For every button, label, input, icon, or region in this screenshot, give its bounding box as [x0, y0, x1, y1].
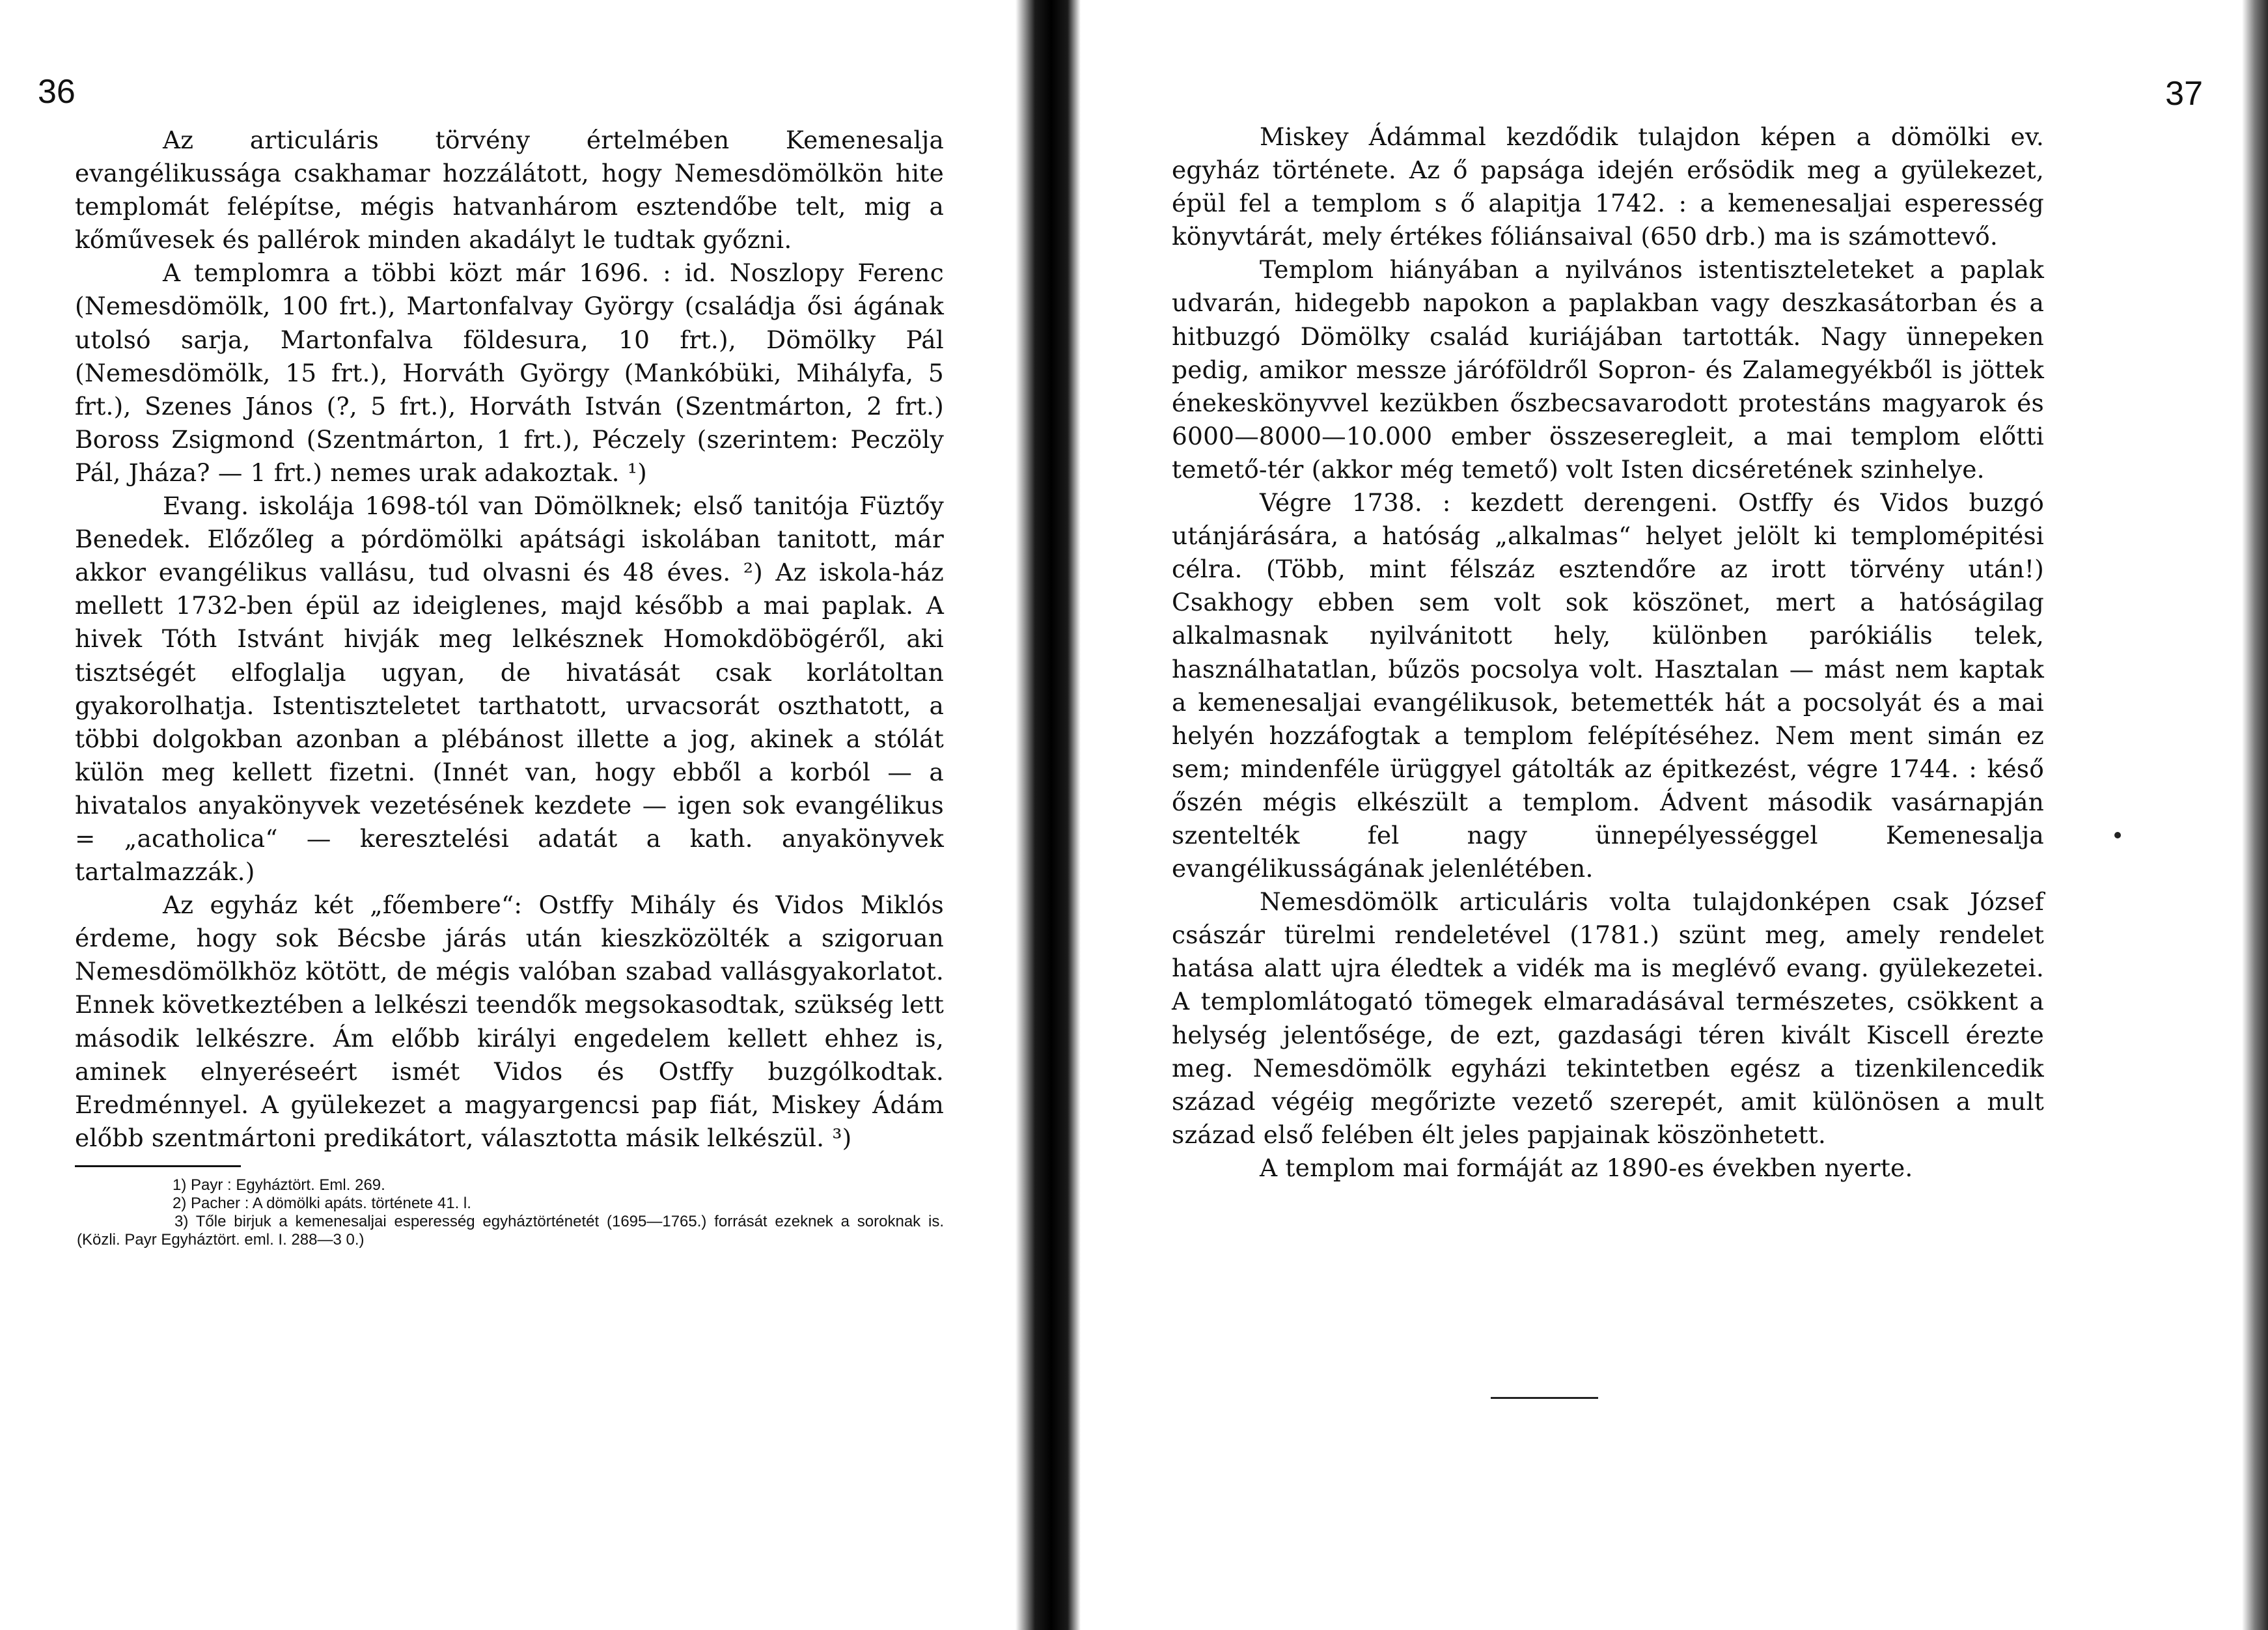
paragraph: Miskey Ádámmal kezdődik tulajdon képen a dömölki ev. egyház története. Az ő papsága idején erősödik meg a gyülekezet, épül fel a templom s ő alapitja 1742. : a kemenesaljai esperesség könyvtárát, mely értékes fóliánsaival (650 drb.) ma is számottevő. — [1172, 122, 2044, 251]
paragraph: A templom mai formáját az 1890-es években nyerte. — [1260, 1153, 1913, 1182]
footnote-divider — [75, 1165, 241, 1167]
paragraph: Az articuláris törvény értelmében Kemenesalja evangélikussága csakhamar hozzálátott, hogy Nemesdömölkön hite templomát felépítse, mégis hatvanhárom esztendőbe telt, mig a kőművesek és pallérok minden akadályt le tudtak győzni. — [75, 126, 944, 255]
right-page-text — [1172, 120, 2044, 1185]
footnote: 3) Tőle birjuk a kemenesaljai esperesség egyháztörténetét (1695—1765.) forrását ezeknek a soroknak is. (Közli. Payr Egyháztört. eml. I. 288—3 0.) — [77, 1212, 944, 1249]
paragraph: A templomra a többi közt már 1696. : id. Noszlopy Ferenc (Nemesdömölk, 100 frt.), Martonfalvay György (családja ősi ágának utolsó sarja, Martonfalva földesura, 10 frt.), Dömölky Pál (Nemesdömölk, 15 frt.), Horváth György (Mankóbüki, Mihályfa, 5 frt.), Szenes János (?, 5 frt.), Horváth István (Szentmárton, 2 frt.) Boross Zsigmond (Szentmárton, 1 frt.), Péczely (szerintem: Peczöly Pál, Jháza? — 1 frt.) nemes urak adakoztak. ¹) — [75, 258, 944, 487]
paragraph: Templom hiányában a nyilvános istentiszteleteket a paplak udvarán, hidegebb napokon a paplakban vagy deszkasátorban és a hitbuzgó Dömölky család kuriájában tartották. Nagy ünnepeken pedig, amikor messze járóföldről Sopron- és Zalamegyékből is jöttek énekeskönyvvel kezükben őszbecsavarodott protestáns magyarok és 6000—8000—10.000 ember összeseregleit, a mai templom előtti temető-tér (akkor még temető) volt Isten dicséretének szinhelye. — [1172, 255, 2044, 484]
paragraph: Végre 1738. : kezdett derengeni. Ostffy és Vidos buzgó utánjárására, a hatóság „alkalmas“ helyet jelölt ki templomépitési célra. (Több, mint félszáz esztendőre az irott törvény után!) Csakhogy ebben sem volt sok köszönet, mert a hatóságilag alkalmasnak nyilvánitott hely, különben parókiális telek, használhatatlan, bűzös pocsolya volt. Hasztalan — mást nem kaptak a kemenesaljai evangélikusok, betemették hát a pocsolyát és a mai helyén hozzáfogtak a templom felépítéséhez. Nem ment simán ez sem; mindenféle ürüggyel gátolták az épitkezést, végre 1744. : késő őszén mégis elkészült a templom. Ádvent második vasárnapján szentelték fel nagy ünnepélyességgel Kemenesalja evangélikusságának jelenlétében. — [1172, 488, 2044, 883]
left-page-text — [75, 124, 944, 1249]
book-gutter-shadow — [1016, 0, 1081, 1630]
paragraph: Az egyház két „főembere“: Ostffy Mihály és Vidos Miklós érdeme, hogy sok Bécsbe járás után kieszközölték a szigoruan Nemesdömölkhöz kötött, de mégis valóban szabad vallásgyakorlatot. Ennek következtében a lelkészi teendők megsokasodtak, szükség lett második lelkészre. Ám előbb királyi engedelem kellett ehhez is, aminek elnyeréseért ismét Vidos és Ostffy buzgólkodtak. Eredménnyel. A gyülekezet a magyargencsi pap fiát, Miskey Ádám előbb szentmártoni predikátort, választotta másik lelkészül. ³) — [75, 891, 944, 1152]
footnote: 2) Pacher : A dömölki apáts. története 41. l. — [173, 1194, 471, 1212]
paragraph: Nemesdömölk articuláris volta tulajdonképen csak József császár türelmi rendeletével (1781.) szünt meg, amely rendelet hatása alatt ujra éledtek a vidék ma is meglévő evang. gyülekezetei. A templomlátogató tömegek elmaradásával természetes, csökkent a helység jelentősége, de ezt, gazdasági téren kivált Kiscell érezte meg. Nemesdömölk egyházi tekintetben egész a tizenkilencedik század végéig megőrizte vezető szerepét, amit különösen a mult század első felében élt jeles papjainak köszönhetett. — [1172, 887, 2044, 1149]
page-edge-shadow — [2242, 0, 2268, 1630]
page-number-right: 37 — [2165, 75, 2203, 113]
left-page — [0, 0, 1016, 1630]
scan-speck — [2114, 832, 2121, 838]
page-number-left: 36 — [38, 73, 76, 111]
paragraph: Evang. iskolája 1698-tól van Dömölknek; első tanitója Füztőy Benedek. Előzőleg a pórdömölki apátsági iskolában tanitott, már akkor evangélikus vallásu, tud olvasni és 48 éves. ²) Az iskola-ház mellett 1732-ben épül az ideiglenes, majd később a mai paplak. A hivek Tóth Istvánt hivják meg lelkésznek Homokdöbögéről, aki tisztségét elfoglalja ugyan, de hivatását csak korlátoltan gyakorolhatja. Istentiszteletet tarthatott, urvacsorát oszthatott, a többi dolgokban azonban a plébánost illette a jog, akinek a stólát külön meg kellett fizetni. (Innét van, hogy ebből a korból — a hivatalos anyakönyvek vezetésének kezdete — igen sok evangélikus = „acatholica“ — keresztelési adatát a kath. anyakönyvek tartalmazzák.) — [75, 491, 944, 887]
end-divider — [1491, 1397, 1598, 1399]
footnote: 1) Payr : Egyháztört. Eml. 269. — [173, 1176, 385, 1194]
